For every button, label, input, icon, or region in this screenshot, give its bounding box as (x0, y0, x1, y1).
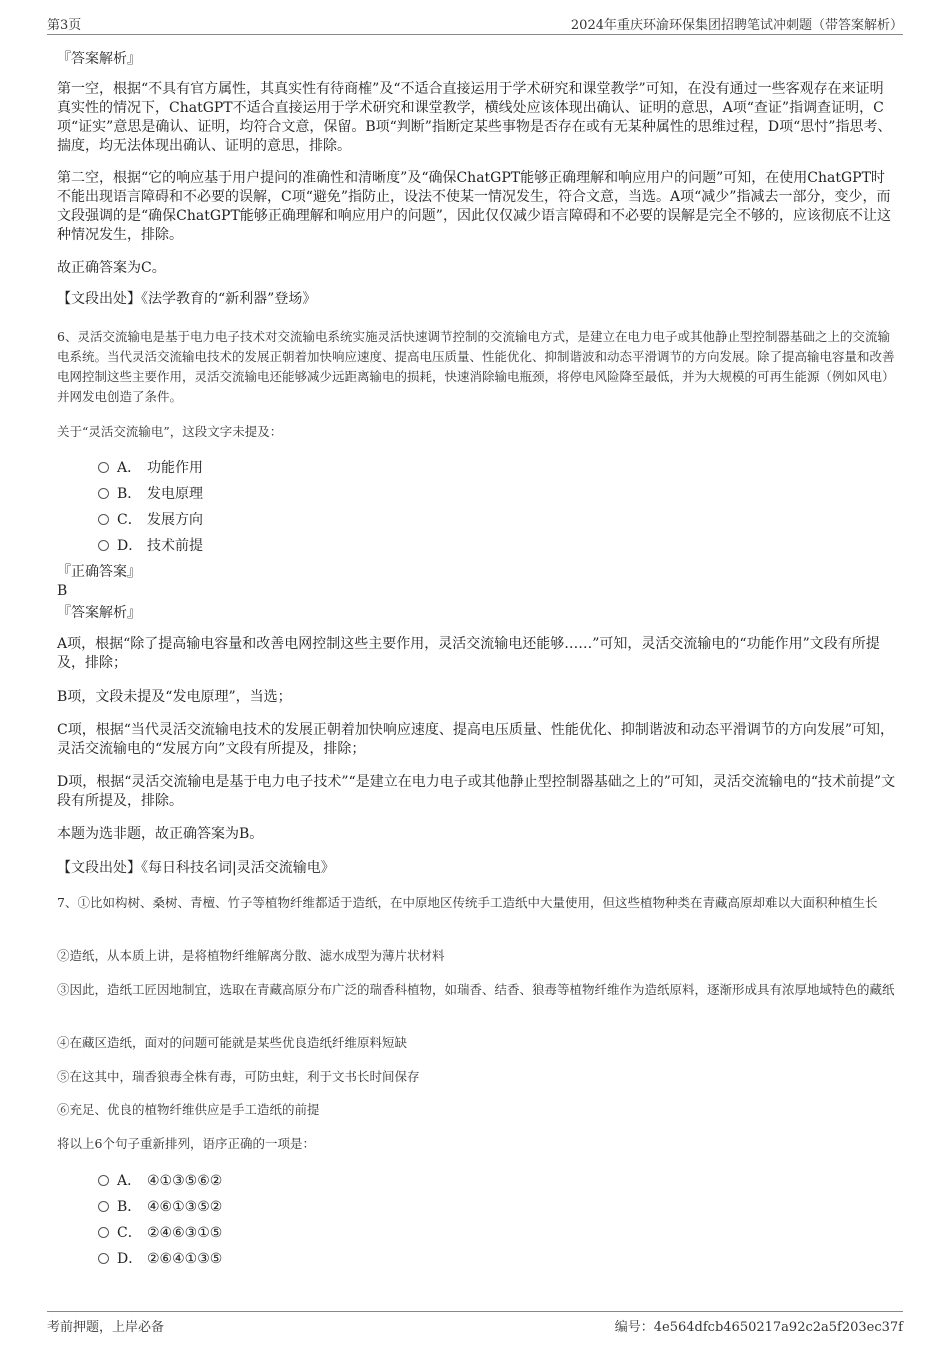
radio-icon[interactable] (98, 488, 109, 499)
radio-icon[interactable] (98, 540, 109, 551)
q6-question: 关于“灵活交流输电”，这段文字未提及： (57, 424, 283, 439)
q5-conclusion: 故正确答案为C。 (57, 260, 166, 276)
radio-icon[interactable] (98, 514, 109, 525)
q6-option-b[interactable]: B． 发电原理 (98, 483, 203, 503)
q7-question: 将以上6个句子重新排列，语序正确的一项是： (57, 1136, 315, 1151)
radio-icon[interactable] (98, 462, 109, 473)
q6-option-d[interactable]: D． 技术前提 (98, 535, 203, 555)
q6-source: 【文段出处】《每日科技名词|灵活交流输电》 (57, 860, 335, 876)
q5-analysis-para1: 第一空，根据“不具有官方属性，其真实性有待商榷”及“不适合直接运用于学术研究和课堂教学”可知，在没有通过一些客观存在来证明真实性的情况下，ChatGPT不适合直接运用于学术研究和课堂教学，横线处应该体现出确认、证明的意思，A项“查证”指调查证明，C项“证实”意思是确认、证明，均符合文意，保留。B项“判断”指断定某些事物是否存在或有无某种属性的思维过程，D项“思忖”指思考、揣度，均无法体现出确认、证明的意思，排除。 (57, 81, 892, 154)
q6-analysis-label: 『答案解析』 (57, 605, 141, 621)
q6-correct-label: 『正确答案』 (57, 564, 141, 580)
q6-option-c[interactable]: C． 发展方向 (98, 509, 203, 529)
q7-option-d[interactable]: D． ②⑥④①③⑤ (98, 1248, 222, 1268)
q7-option-a[interactable]: A． ④①③⑤⑥② (98, 1170, 222, 1190)
q5-source: 【文段出处】《法学教育的“新利器”登场》 (57, 291, 317, 307)
radio-icon[interactable] (98, 1227, 109, 1238)
q7-option-c[interactable]: C． ②④⑥③①⑤ (98, 1222, 222, 1242)
radio-icon[interactable] (98, 1253, 109, 1264)
radio-icon[interactable] (98, 1175, 109, 1186)
q7-sentence-6: ⑥充足、优良的植物纤维供应是手工造纸的前提 (57, 1102, 320, 1117)
page-header (47, 12, 903, 35)
q6-correct-value: B (57, 583, 68, 599)
q7-sentence-3: ③因此，造纸工匠因地制宜，选取在青藏高原分布广泛的瑞香科植物，如瑞香、结香、狼毒等植物纤维作为造纸原料，逐渐形成具有浓厚地域特色的藏纸 (57, 982, 895, 997)
q6-stem: 6、灵活交流输电是基于电力电子技术对交流输电系统实施灵活快速调节控制的交流输电方式，是建立在电力电子或其他静止型控制器基础之上的交流输电系统。当代灵活交流输电技术的发展正朝着加快响应速度、提高电压质量、性能优化、抑制谐波和动态平滑调节的方向发展。除了提高输电容量和改善电网控制这些主要作用，灵活交流输电还能够减少远距离输电的损耗，快速消除输电瓶颈，将停电风险降至最低，并为大规模的可再生能源（例如风电）并网发电创造了条件。 (57, 329, 895, 404)
document-code: 编号：4e564dfcb4650217a92c2a5f203ec37f (614, 1320, 903, 1335)
q7-sentence-1: 7、①比如构树、桑树、青檀、竹子等植物纤维都适于造纸，在中原地区传统手工造纸中大量使用，但这些植物种类在青藏高原却难以大面积种植生长 (57, 895, 878, 910)
document-title: 2024年重庆环渝环保集团招聘笔试冲刺题（带答案解析） (570, 18, 903, 33)
page-footer (47, 1311, 903, 1336)
q7-sentence-2: ②造纸，从本质上讲，是将植物纤维解离分散、滤水成型为薄片状材料 (57, 948, 445, 963)
radio-icon[interactable] (98, 1201, 109, 1212)
footer-slogan: 考前押题，上岸必备 (47, 1320, 165, 1335)
q5-analysis-para2: 第二空，根据“它的响应基于用户提问的准确性和清晰度”及“确保ChatGPT能够正确理解和响应用户的问题”可知，在使用ChatGPT时不能出现语言障碍和不必要的误解，C项“避免”指防止，设法不使某一情况发生，符合文意，当选。A项“减少”指减去一部分，变少，而文段强调的是“确保ChatGPT能够正确理解和响应用户的问题”，因此仅仅减少语言障碍和不必要的误解是完全不够的，应该彻底不让这种情况发生，排除。 (57, 170, 891, 243)
q7-sentence-5: ⑤在这其中，瑞香狼毒全株有毒，可防虫蛀，利于文书长时间保存 (57, 1069, 420, 1084)
q6-option-a[interactable]: A． 功能作用 (98, 457, 203, 477)
q5-analysis-label: 『答案解析』 (57, 51, 141, 67)
q6-conclusion: 本题为选非题，故正确答案为B。 (57, 826, 264, 842)
q7-option-b[interactable]: B． ④⑥①③⑤② (98, 1196, 222, 1216)
page-number: 第3页 (47, 18, 82, 33)
q6-analysis-d: D项，根据“灵活交流输电是基于电力电子技术”“是建立在电力电子或其他静止型控制器基础之上的”可知，灵活交流输电的“技术前提”文段有所提及，排除。 (57, 774, 896, 809)
q7-sentence-4: ④在藏区造纸，面对的问题可能就是某些优良造纸纤维原料短缺 (57, 1035, 408, 1050)
q6-analysis-b: B项，文段未提及“发电原理”，当选； (57, 689, 292, 705)
q6-analysis-c: C项，根据“当代灵活交流输电技术的发展正朝着加快响应速度、提高电压质量、性能优化、抑制谐波和动态平滑调节的方向发展”可知，灵活交流输电的“发展方向”文段有所提及，排除； (57, 722, 895, 757)
q6-analysis-a: A项，根据“除了提高输电容量和改善电网控制这些主要作用，灵活交流输电还能够……”可知，灵活交流输电的“功能作用”文段有所提及，排除； (57, 636, 880, 671)
